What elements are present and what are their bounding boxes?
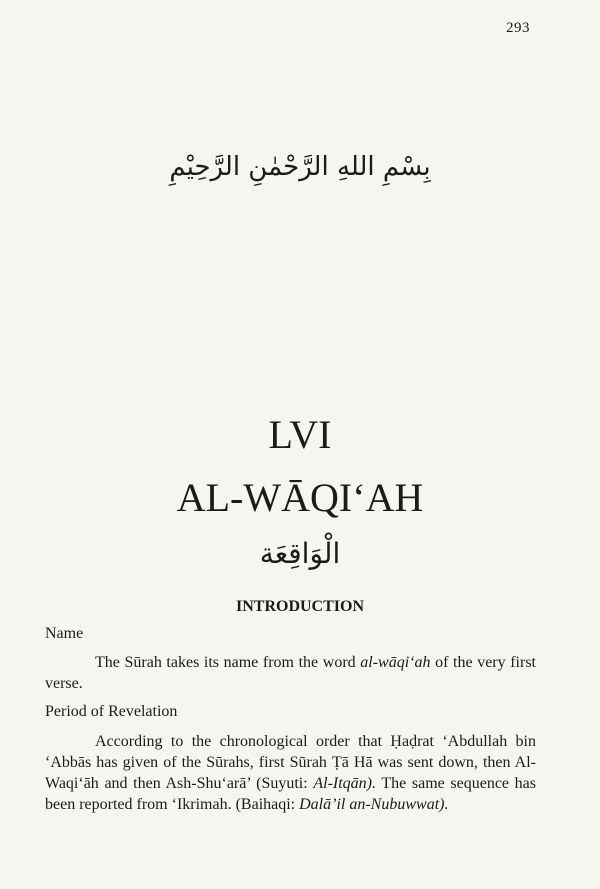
page-number: 293: [506, 20, 530, 36]
name-section-heading: Name: [45, 625, 84, 642]
revelation-text-2: The same sequence has been reported from ‘Ikrimah. (Baihaqi:: [45, 775, 537, 813]
revelation-italic-2: Dalā’il an-Nubuwwat).: [299, 796, 449, 813]
surah-number: LVI: [268, 412, 332, 457]
surah-title-arabic: الْوَاقِعَة: [259, 537, 341, 570]
revelation-section-heading: Period of Revelation: [45, 703, 178, 720]
name-text-2: of the very first verse.: [45, 654, 537, 692]
name-paragraph: [45, 652, 536, 694]
introduction-heading: INTRODUCTION: [235, 598, 364, 615]
revelation-text-1: According to the chronological order that Ḥaḍrat ‘Abdullah bin ‘Abbās has given of the Sūrahs, first Sūrah Ṭā Hā was sent down, then Al-Waqi‘āh and then Ash-Shu‘arā’ (Suyuti:: [45, 733, 536, 792]
name-text-italic: al-wāqi‘ah: [360, 654, 431, 671]
basmala: بِسْمِ اللهِ الرَّحْمٰنِ الرَّحِيْمِ: [169, 152, 431, 182]
revelation-italic-1: Al-Itqān).: [313, 775, 377, 792]
name-text-1: The Sūrah takes its name from the word: [95, 654, 361, 671]
surah-title: AL-WĀQI‘AH: [176, 475, 424, 520]
revelation-paragraph: [45, 731, 536, 815]
